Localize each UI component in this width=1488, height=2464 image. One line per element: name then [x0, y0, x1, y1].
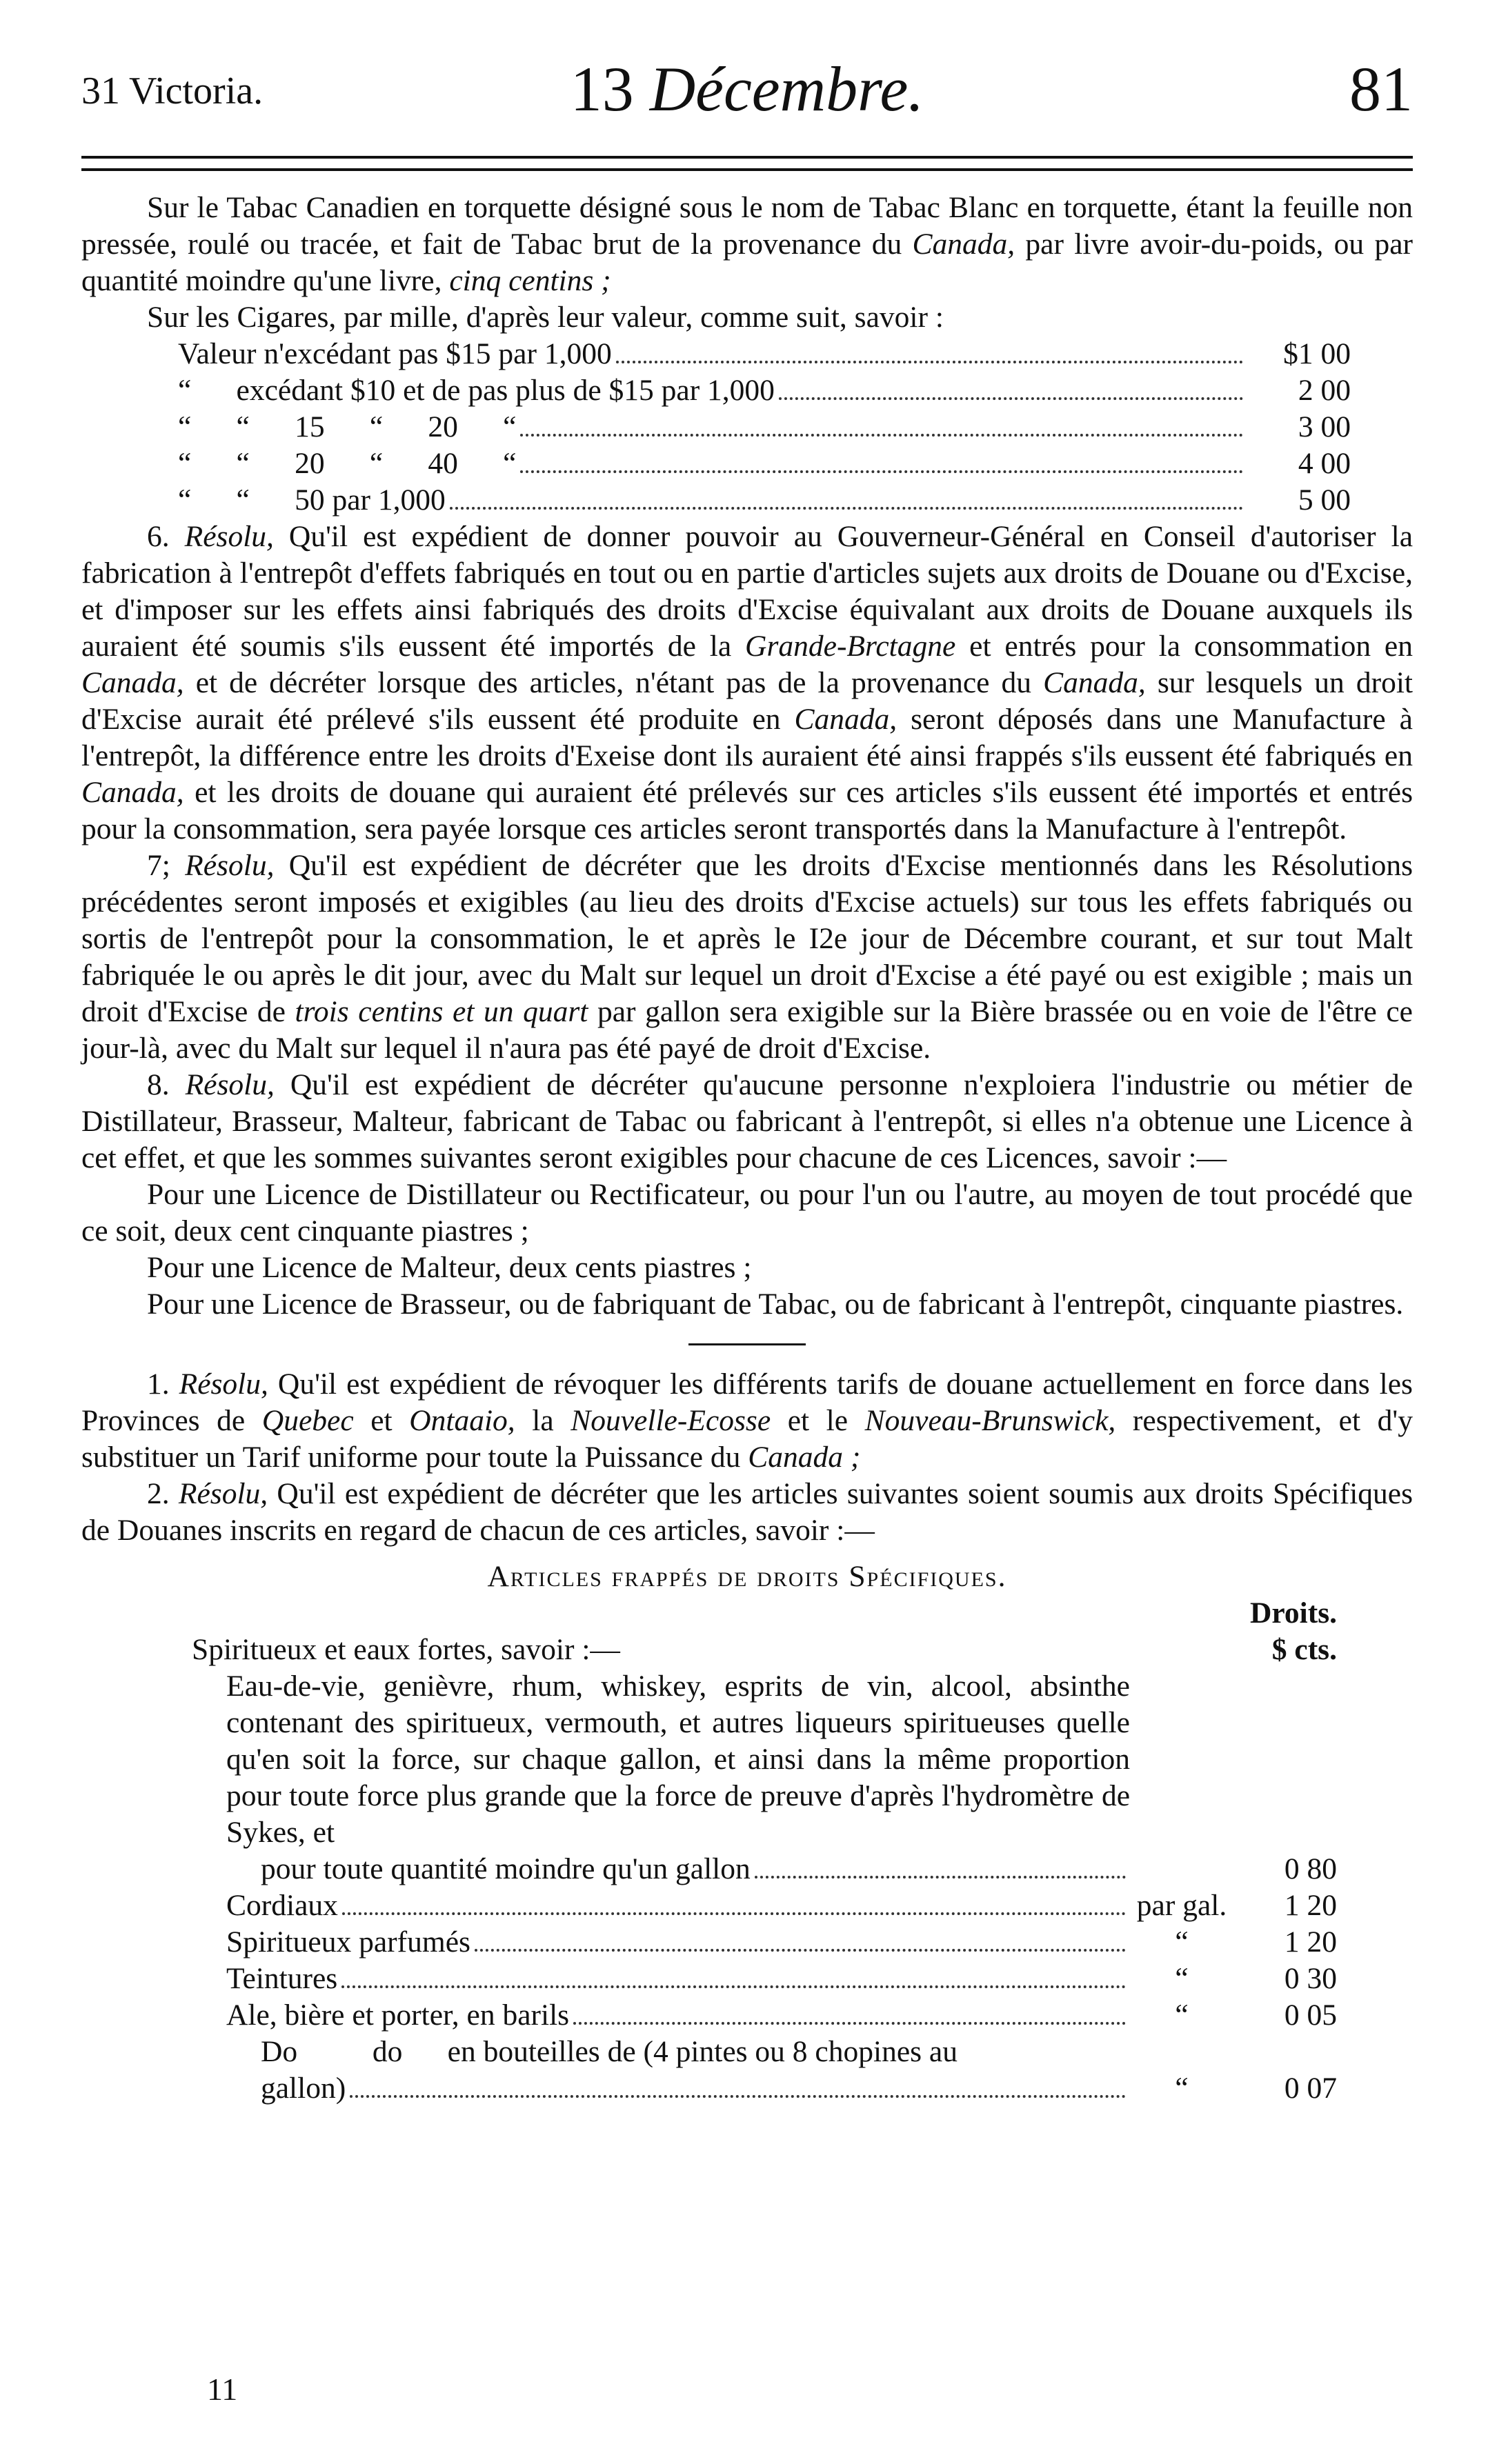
cigar-row [178, 445, 1351, 482]
resolution-text: et le [771, 1404, 865, 1437]
duty-value: 0 80 [1284, 1852, 1337, 1885]
resolution-text: et les droits de douane qui auraient été prélevés sur ces articles s'ils eussent été importés et entrés pour la consommation, sera payée lorsque ces articles seront transportés dans la Manufacture à l'entrepôt. [81, 776, 1413, 845]
page-header [81, 48, 1413, 131]
article-label: Spiritueux parfumés [226, 1925, 470, 1959]
cigar-row-value: 4 00 [1298, 447, 1351, 480]
resolution-text: la [515, 1404, 571, 1437]
dot-leader [342, 1912, 1126, 1915]
articles-heading: Articles frappés de droits Spécifiques. [487, 1560, 1007, 1593]
resolution-text: respectivement, et d'y substituer un Tarif uniforme pour toute la Puissance du [81, 1404, 1413, 1474]
dot-leader [350, 2095, 1126, 2098]
place-name: Nouvelle-Ecosse [571, 1404, 771, 1437]
article-label: Ale, bière et porter, en barils [226, 1999, 570, 2032]
dot-leader [573, 2022, 1126, 2025]
article-unit: “ [1175, 1925, 1189, 1959]
tabac-rate: cinq centins ; [449, 264, 611, 297]
resolution-text: Qu'il est expédient de décréter qu'aucune personne n'exploiera l'industrie ou métier de Distillateur, Brasseur, Malteur, fabricant de Tabac ou fabricant à l'entrepôt, si elles n'a obtenue une Licence à cet effet, et que les sommes suivantes seront exigibles pour chacune de ces Licences, savoir :— [81, 1068, 1413, 1174]
tabac-text-end: par livre avoir-du-poids, ou par quantité moindre qu'une livre, [81, 228, 1413, 297]
place-name: Grande-Brctagne [745, 630, 956, 663]
cigar-row [178, 372, 1351, 409]
header-date [81, 52, 1413, 126]
resolution-text: sur lesquels un droit d'Excise aurait été prélevé s'ils eussent été produite en [81, 666, 1413, 736]
article-row [192, 1924, 1337, 1961]
resolution-6 [81, 519, 1413, 848]
eau-de-vie-final-row [192, 1851, 1337, 1887]
resolution-text: Qu'il est expédient de révoquer les différents tarifs de douane actuellement en force dans les Provinces de [81, 1368, 1413, 1437]
duty-value: 1 20 [1284, 1889, 1337, 1922]
dot-leader [520, 470, 1243, 473]
resolution-7 [81, 848, 1413, 1067]
cigar-row-label: Valeur n'excédant pas $15 par 1,000 [178, 337, 612, 370]
place-name: Canada, [794, 703, 897, 736]
resolution-text: Qu'il est expédient de donner pouvoir au Gouverneur-Général en Conseil d'autoriser la fabrication à l'entrepôt d'effets fabriqués en tout ou en partie d'articles sujets aux droits de Douane ou d'Excise, et d'imposer sur les effets ainsi fabriqués des droits d'Excise équivalant aux droits de Douane auxquels ils auraient été soumis s'ils eussent été importés de la [81, 520, 1413, 663]
header-date-day: 13 [570, 54, 634, 124]
cigar-row-value: $1 00 [1283, 337, 1351, 370]
cigar-row-label: “ “ 20 “ 40 “ [178, 447, 517, 480]
resolution-2 [81, 1476, 1413, 1549]
resolution-number: 6. [147, 520, 170, 553]
resolu-word: Résolu, [184, 520, 274, 553]
cigar-row-label: “ “ 50 par 1,000 [178, 483, 446, 517]
eau-de-vie-block [192, 1668, 1337, 1851]
cigar-row-label: “ excédant $10 et de pas plus de $15 par 1,000 [178, 374, 775, 407]
signature-mark: 11 [207, 2372, 238, 2407]
dot-leader [755, 1876, 1126, 1879]
licence-distillateur: Pour une Licence de Distillateur ou Rectificateur, ou pour l'un ou l'autre, au moyen de tout procédé que ce soit, deux cent cinquante piastres ; [81, 1178, 1413, 1248]
place-name: Ontaaio, [409, 1404, 515, 1437]
dot-leader [450, 507, 1243, 510]
page [81, 48, 1413, 2105]
article-unit: “ [1175, 1962, 1189, 1995]
header-date-month: Décembre. [649, 54, 924, 124]
resolution-number: 1. [147, 1368, 170, 1401]
articles-table [81, 1595, 1413, 2107]
cigar-row-label: “ “ 15 “ 20 “ [178, 410, 517, 443]
resolution-number: 2. [147, 1477, 170, 1510]
duty-value: 1 20 [1284, 1925, 1337, 1959]
resolu-word: Résolu, [185, 849, 275, 882]
resolution-1 [81, 1366, 1413, 1476]
cigar-row [178, 482, 1351, 519]
place-name: Quebec [261, 1404, 354, 1437]
tabac-canada: Canada, [912, 228, 1015, 261]
licence-brasseur: Pour une Licence de Brasseur, ou de fabriquant de Tabac, ou de fabricant à l'entrepôt, cinquante piastres. [147, 1288, 1404, 1321]
cigar-row [178, 409, 1351, 445]
units-header: $ cts. [1271, 1633, 1337, 1666]
cigares-paragraph: Sur les Cigares, par mille, d'après leur valeur, comme suit, savoir : [147, 301, 944, 334]
cigar-row-value: 3 00 [1298, 410, 1351, 443]
dot-leader [475, 1949, 1126, 1952]
article-unit: “ [1175, 1999, 1189, 2032]
duty-value: 0 07 [1284, 2072, 1337, 2105]
cigar-row [178, 336, 1351, 372]
dot-leader [779, 397, 1243, 400]
place-name: Canada ; [748, 1441, 861, 1474]
dot-leader [341, 1985, 1126, 1988]
article-row [192, 1887, 1337, 1924]
resolution-text: seront déposés dans une Manufacture à l'entrepôt, la différence entre les droits d'Exeise dont ils auraient été ainsi frappés s'ils eussent été fabriqués en [81, 703, 1413, 772]
cigar-row-value: 5 00 [1298, 483, 1351, 517]
resolu-word: Résolu, [178, 1477, 268, 1510]
spiritueux-label: Spiritueux et eaux fortes, savoir :— [192, 1633, 620, 1666]
article-unit: par gal. [1136, 1889, 1227, 1922]
article-unit: “ [1175, 2072, 1189, 2105]
resolu-word: Résolu, [185, 1068, 275, 1101]
resolution-8 [81, 1067, 1413, 1176]
article-row [192, 1997, 1337, 2034]
document-body [81, 190, 1413, 2107]
place-name: Canada, [81, 666, 184, 699]
gallon-label: gallon) [261, 2072, 346, 2105]
gallon-row [192, 2070, 1337, 2107]
place-name: Canada, [1043, 666, 1146, 699]
header-regnal-year: 31 Victoria. [81, 70, 264, 112]
resolution-text: et entrés pour la consommation en [955, 630, 1413, 663]
place-name: Canada, [81, 776, 184, 809]
resolu-word: Résolu, [179, 1368, 268, 1401]
droits-header: Droits. [1249, 1596, 1337, 1630]
spiritueux-row [192, 1632, 1337, 1668]
resolution-text: Qu'il est expédient de décréter que les droits d'Excise mentionnés dans les Résolutions précédentes seront imposés et exigibles (au lieu des droits d'Excise actuels) sur tous les effets fabriqués ou sortis de l'entrepôt pour la consommation, le et après le I2e jour de Décembre courant, et sur tout Malt fabriquée le ou après le dit jour, avec du Malt sur lequel un droit d'Excise a été payé ou est exigible ; mais un droit d'Excise de [81, 849, 1413, 1028]
tabac-text: Sur le Tabac Canadien en torquette désigné sous le nom de Tabac Blanc en torquette, étant la feuille non pressée, roulé ou tracée, et fait de Tabac brut de la provenance du [81, 191, 1413, 261]
bouteilles-text: Do do en bouteilles de (4 pintes ou 8 chopines au [261, 2035, 958, 2068]
duty-value: 0 05 [1284, 1999, 1337, 2032]
article-row [192, 1961, 1337, 1997]
eau-de-vie-last-line: pour toute quantité moindre qu'un gallon [261, 1852, 751, 1885]
bouteilles-line [192, 2034, 1337, 2070]
header-double-rule [81, 156, 1413, 171]
page-number: 81 [1349, 54, 1413, 124]
place-name: Nouveau-Brunswick, [864, 1404, 1116, 1437]
cigar-table [81, 336, 1413, 519]
rate-italic: trois centins et un quart [295, 995, 588, 1028]
duty-value: 0 30 [1284, 1962, 1337, 1995]
tabac-paragraph [81, 190, 1413, 299]
resolution-text: Qu'il est expédient de décréter que les articles suivantes soient soumis aux droits Spécifiques de Douanes inscrits en regard de chacun de ces articles, savoir :— [81, 1477, 1413, 1547]
resolution-text: et de décréter lorsque des articles, n'étant pas de la provenance du [183, 666, 1044, 699]
section-divider [688, 1343, 806, 1345]
dot-leader [616, 361, 1243, 363]
dot-leader [520, 434, 1243, 437]
article-label: Cordiaux [226, 1889, 338, 1922]
resolution-number: 7; [147, 849, 170, 882]
resolution-text: par gallon sera exigible sur la Bière brassée ou en voie de l'être ce jour-là, avec du Malt sur lequel il n'aura pas été payé de droit d'Excise. [81, 995, 1413, 1065]
licence-malteur: Pour une Licence de Malteur, deux cents piastres ; [147, 1251, 752, 1284]
eau-de-vie-text: Eau-de-vie, genièvre, rhum, whiskey, esprits de vin, alcool, absinthe contenant des spiritueux, vermouth, et autres liqueurs spiritueuses quelle qu'en soit la force, sur chaque gallon, et ainsi dans la même proportion pour toute force plus grande que la force de preuve d'après l'hydromètre de Sykes, et [226, 1670, 1130, 1849]
resolution-number: 8. [147, 1068, 170, 1101]
resolution-text: et [353, 1404, 410, 1437]
cigar-row-value: 2 00 [1298, 374, 1351, 407]
article-label: Teintures [226, 1962, 338, 1995]
